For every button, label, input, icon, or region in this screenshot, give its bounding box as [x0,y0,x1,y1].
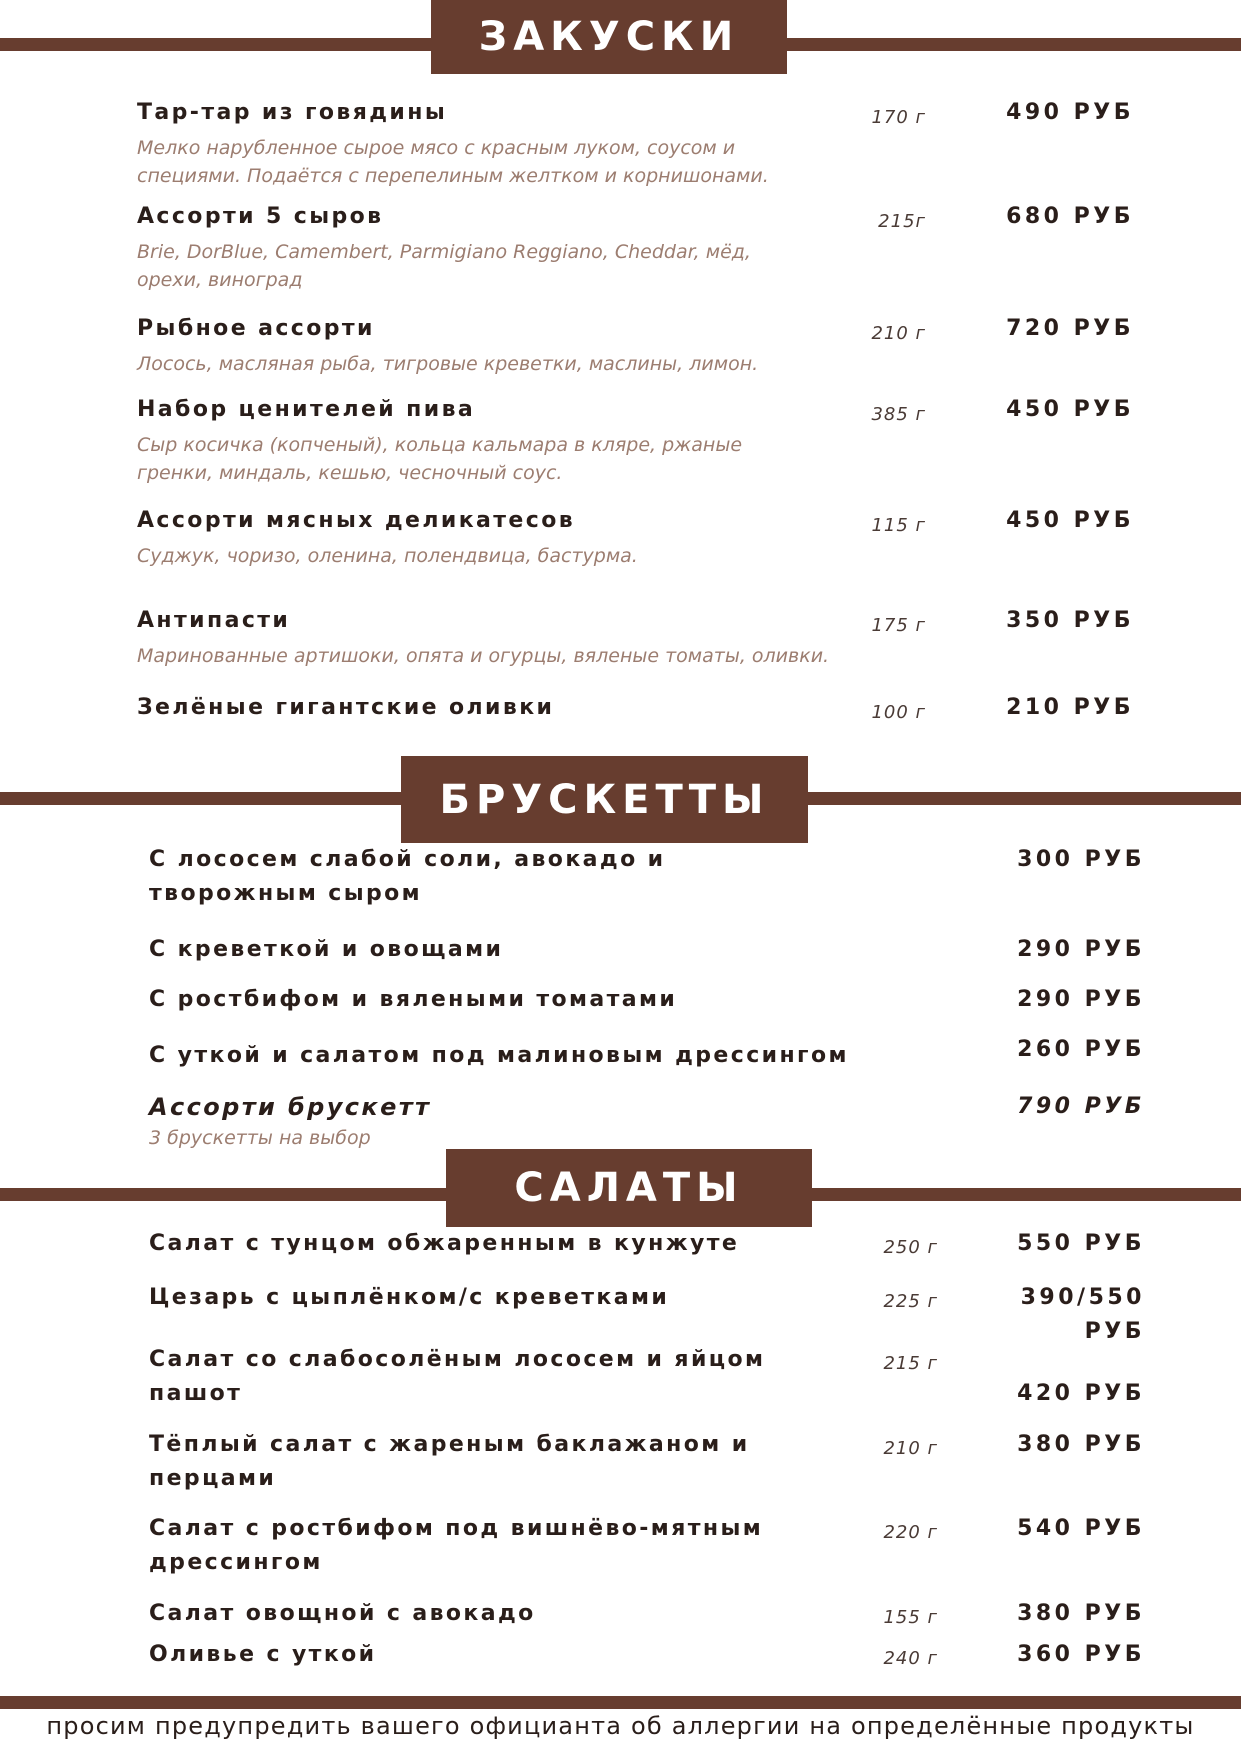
item-weight: 175 г [871,615,926,636]
item-price: 380 РУБ [1017,1601,1145,1626]
item-name: Ассорти мясных деликатесов [137,508,576,533]
item-weight: 170 г [871,107,926,128]
item-name: Зелёные гигантские оливки [137,695,555,720]
item-price: 210 РУБ [1006,695,1134,720]
item-name: Ассорти 5 сыров [137,204,384,229]
item-weight: 385 г [871,404,926,425]
item-price: 420 РУБ [1017,1381,1145,1406]
item-description: Суджук, чоризо, оленина, полендвица, бастурма. [137,545,638,567]
item-weight: 250 г [883,1237,938,1258]
item-price: 390/550 [1020,1285,1145,1310]
item-name: Оливье с уткой [149,1642,377,1667]
item-name: Тар-тар из говядины [137,100,448,125]
item-name: Рыбное ассорти [137,316,375,341]
item-price: 720 РУБ [1006,316,1134,341]
item-price: 540 РУБ [1017,1516,1145,1541]
item-description: Brie, DorBlue, Camembert, Parmigiano Reggiano, Cheddar, мёд, [137,241,751,263]
item-price: 300 РУБ [1017,847,1145,872]
item-description: гренки, миндаль, кешью, чесночный соус. [137,462,563,484]
item-weight: 220 г [883,1522,938,1543]
section-title-zakuski: ЗАКУСКИ [431,0,787,74]
item-name: Набор ценителей пива [137,397,476,422]
item-price: 680 РУБ [1006,204,1134,229]
section-title-bruschetta: БРУСКЕТТЫ [401,756,808,843]
item-weight: 155 г [883,1607,938,1628]
item-weight: 210 г [871,323,926,344]
item-price: 350 РУБ [1006,608,1134,633]
item-description: Мелко нарубленное сырое мясо с красным луком, соусом и [137,137,736,159]
item-description: Маринованные артишоки, опята и огурцы, вяленые томаты, оливки. [137,645,830,667]
item-weight: 240 г [883,1648,938,1669]
item-price: 260 РУБ [1017,1037,1145,1062]
item-price: РУБ [1084,1319,1145,1344]
item-weight: 100 г [871,702,926,723]
item-name: Салат с ростбифом под вишнёво-мятным [149,1516,764,1541]
footer-divider [0,1696,1241,1709]
item-name: Салат с тунцом обжаренным в кунжуте [149,1231,740,1256]
item-name: С креветкой и овощами [149,937,504,962]
item-price: 360 РУБ [1017,1642,1145,1667]
allergy-notice: просим предупредить вашего официанта об аллергии на определённые продукты [46,1712,1195,1740]
item-name: Салат со слабосолёным лососем и яйцом [149,1347,766,1372]
item-name: перцами [149,1466,277,1491]
item-price: 290 РУБ [1017,937,1145,962]
item-name: дрессингом [149,1550,323,1575]
item-name: творожным сыром [149,881,423,906]
item-name: пашот [149,1381,243,1406]
item-price: 450 РУБ [1006,508,1134,533]
item-price: 380 РУБ [1017,1432,1145,1457]
item-weight: 215г [878,211,926,232]
item-name: Антипасти [137,608,291,633]
item-description: Сыр косичка (копченый), кольца кальмара в кляре, ржаные [137,434,743,456]
item-price: 290 РУБ [1017,987,1145,1012]
item-price: 790 РУБ [1017,1094,1145,1119]
item-name: Цезарь с цыплёнком/с креветками [149,1285,670,1310]
item-weight: 225 г [883,1291,938,1312]
item-price: 490 РУБ [1006,100,1134,125]
item-description: Лосось, масляная рыба, тигровые креветки, маслины, лимон. [137,353,759,375]
section-title-salads: САЛАТЫ [446,1149,812,1227]
item-description: орехи, виноград [137,269,303,291]
item-description: 3 брускетты на выбор [149,1127,371,1149]
item-name: Салат овощной с авокадо [149,1601,536,1626]
item-name: С уткой и салатом под малиновым дрессингом [149,1043,849,1068]
item-name: Ассорти брускетт [149,1093,432,1121]
item-description: специями. Подаётся с перепелиным желтком и корнишонами. [137,165,769,187]
item-price: 450 РУБ [1006,397,1134,422]
item-name: С лососем слабой соли, авокадо и [149,847,666,872]
item-price: 550 РУБ [1017,1231,1145,1256]
item-name: С ростбифом и вялеными томатами [149,987,678,1012]
item-weight: 210 г [883,1438,938,1459]
item-weight: 115 г [871,515,926,536]
item-name: Тёплый салат с жареным баклажаном и [149,1432,750,1457]
item-weight: 215 г [883,1353,938,1374]
